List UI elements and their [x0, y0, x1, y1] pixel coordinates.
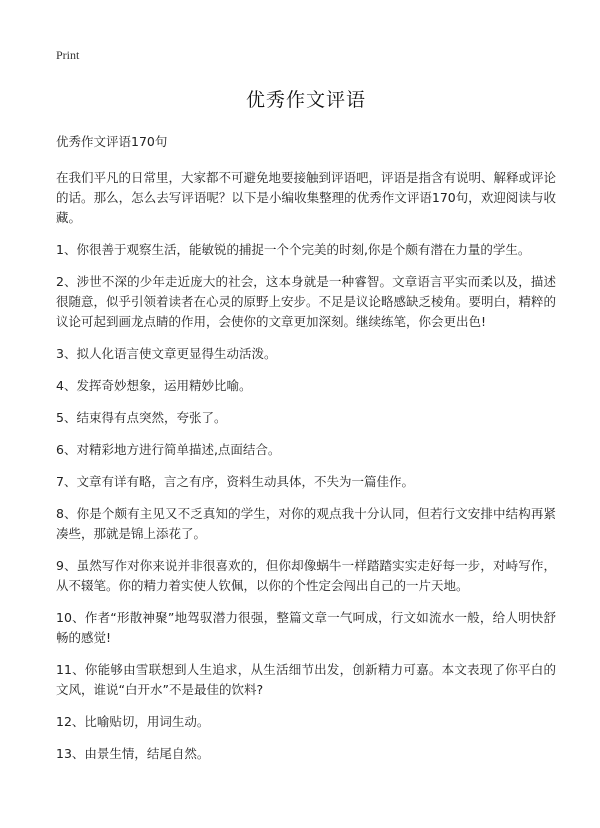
list-item: 10、作者“形散神聚”地驾驭潜力很强，整篇文章一气呵成，行文如流水一般，给人明快舒畅的感觉!: [56, 610, 556, 645]
list-item: 6、对精彩地方进行简单描述,点面结合。: [56, 442, 281, 457]
document-subtitle: 优秀作文评语170句: [56, 134, 168, 149]
list-item: 5、结束得有点突然，夸张了。: [56, 410, 227, 425]
list-item: 4、发挥奇妙想象，运用精妙比喻。: [56, 378, 252, 393]
intro-paragraph: 在我们平凡的日常里，大家都不可避免地要接触到评语吧，评语是指含有说明、解释或评论的话。那么，怎么去写评语呢？以下是小编收集整理的优秀作文评语170句，欢迎阅读与收藏。: [56, 170, 557, 225]
list-item: 9、虽然写作对你来说并非很喜欢的，但你却像蜗牛一样踏踏实实走好每一步，对峙写作，从不辍笔。你的精力着实使人钦佩，以你的个性定会闯出自己的一片天地。: [56, 558, 556, 593]
print-link[interactable]: Print: [56, 48, 80, 62]
list-item: 11、你能够由雪联想到人生追求，从生活细节出发，创新精力可嘉。本文表现了你平白的文风，谁说“白开水”不是最佳的饮料?: [56, 662, 556, 697]
list-item: 12、比喻贴切，用词生动。: [56, 714, 210, 729]
page-title: 优秀作文评语: [245, 89, 366, 111]
list-item: 3、拟人化语言使文章更显得生动活泼。: [56, 346, 277, 361]
list-item: 13、由景生情，结尾自然。: [56, 746, 210, 761]
list-item: 8、你是个颇有主见又不乏真知的学生，对你的观点我十分认同，但若行文安排中结构再紧凑些，那就是锦上添花了。: [56, 506, 556, 541]
list-item: 2、涉世不深的少年走近庞大的社会，这本身就是一种睿智。文章语言平实而柔以及，描述很随意，似乎引领着读者在心灵的原野上安步。不足是议论略感缺乏棱角。要明白，精粹的议论可起到画龙点睛的作用，会使你的文章更加深刻。继续练笔，你会更出色!: [56, 274, 557, 329]
list-item: 1、你很善于观察生活，能敏锐的捕捉一个个完美的时刻,你是个颇有潜在力量的学生。: [56, 242, 531, 257]
list-item: 7、文章有详有略，言之有序，资料生动具体，不失为一篇佳作。: [56, 474, 414, 489]
